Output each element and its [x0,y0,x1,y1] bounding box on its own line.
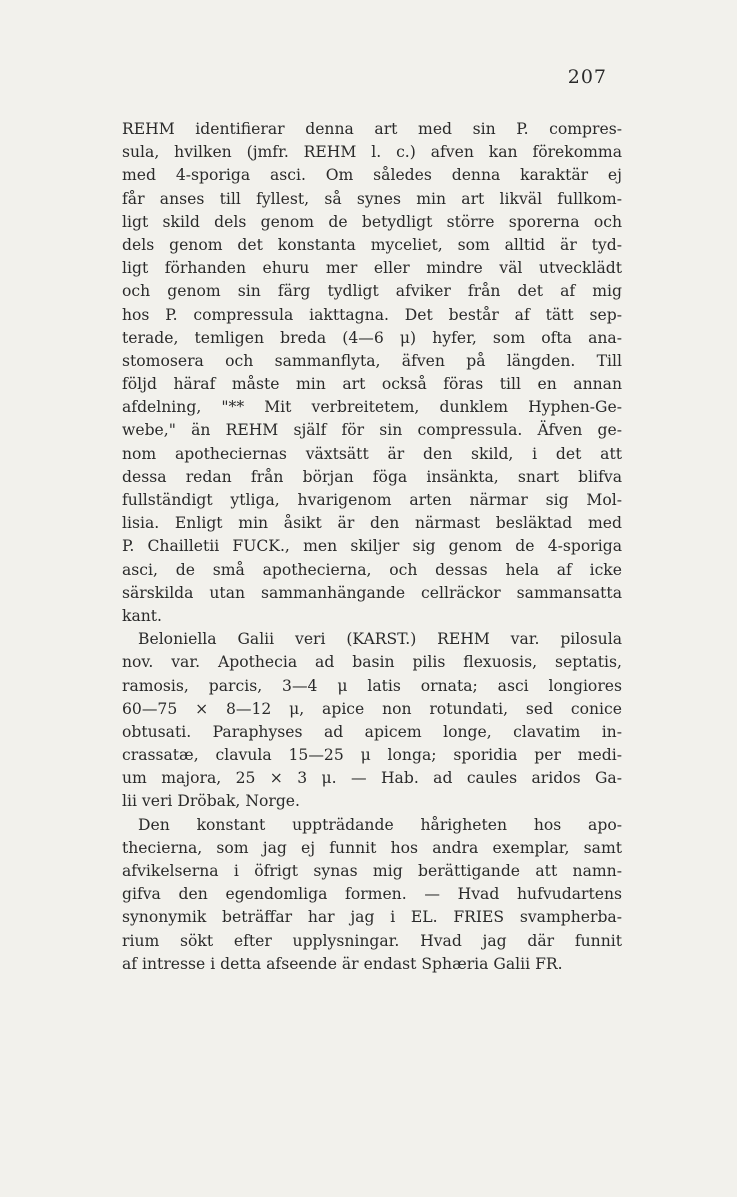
text-line: afvikelserna i öfrigt synas mig berättigande att namn- [122,862,622,880]
text-line: sula, hvilken (jmfr. REHM l. c.) afven kan förekomma [122,143,622,162]
text-line: får anses till fyllest, så synes min art likväl fullkom- [122,189,622,208]
text-line: 60—75 × 8—12 μ, apice non rotundati, sed conice [122,699,622,718]
text-line: fullständigt ytliga, hvarigenom arten närmar sig Mol- [122,491,622,509]
text-line: ramosis, parcis, 3—4 μ latis ornata; asci longiores [122,676,622,695]
text-line: särskilda utan sammanhängande cellräckor sammansatta [122,583,622,602]
text-line: ligt förhanden ehuru mer eller mindre väl utvecklädt [122,259,622,278]
text-line: synonymik beträffar har jag i EL. FRIES svampherba- [122,908,622,927]
paragraph-2 [122,628,622,814]
text-line: stomosera och sammanflyta, äfven på längden. Till [122,351,622,370]
paragraph-1 [122,118,622,628]
text-line: gifva den egendomliga formen. — Hvad hufvudartens [122,885,622,904]
text-line: crassatæ, clavula 15—25 μ longa; sporidia per medi- [122,746,622,765]
text-line: och genom sin färg tydligt afviker från det af mig [122,282,622,301]
text-line: nov. var. Apothecia ad basin pilis flexuosis, septatis, [122,653,622,672]
text-line: hos P. compressula iakttagna. Det består af tätt sep- [122,305,622,324]
text-line: lisia. Enligt min åsikt är den närmast besläktad med [122,514,622,533]
text-line: följd häraf måste min art också föras till en annan [122,375,622,394]
text-line: Den konstant uppträdande hårigheten hos apo- [138,815,622,834]
text-line: um majora, 25 × 3 μ. — Hab. ad caules aridos Ga- [122,769,622,788]
page-number: 207 [567,66,607,88]
text-line: P. Chailletii FUCK., men skiljer sig genom de 4-sporiga [122,537,622,556]
text-line: dels genom det konstanta myceliet, som alltid är tyd- [122,235,622,254]
text-line: REHM identifierar denna art med sin P. compres- [122,120,622,138]
text-line: af intresse i detta afseende är endast Sphæria Galii FR. [122,954,563,973]
text-line: dessa redan från början föga insänkta, snart blifva [122,467,622,486]
text-line: med 4-sporiga asci. Om således denna karaktär ej [122,166,622,185]
text-line: webe," än REHM själf för sin compressula. Äfven ge- [122,421,622,440]
text-line: terade, temligen breda (4—6 μ) hyfer, som ofta ana- [122,328,622,347]
text-line: nom apotheciernas växtsätt är den skild, i det att [122,444,622,463]
text-line: asci, de små apothecierna, och dessas hela af icke [122,560,622,579]
text-line: thecierna, som jag ej funnit hos andra exemplar, samt [122,838,622,857]
text-line: afdelning, "** Mit verbreitetem, dunklem Hyphen-Ge- [122,398,622,417]
text-line: kant. [122,606,163,625]
text-line: lii veri Dröbak, Norge. [122,792,300,811]
text-line: obtusati. Paraphyses ad apicem longe, clavatim in- [122,722,622,741]
page-body [122,118,622,976]
paragraph-3 [122,814,622,976]
text-line: Beloniella Galii veri (KARST.) REHM var. pilosula [138,630,622,649]
text-line: rium sökt efter upplysningar. Hvad jag där funnit [122,931,622,950]
text-line: ligt skild dels genom de betydligt större sporerna och [122,212,622,231]
